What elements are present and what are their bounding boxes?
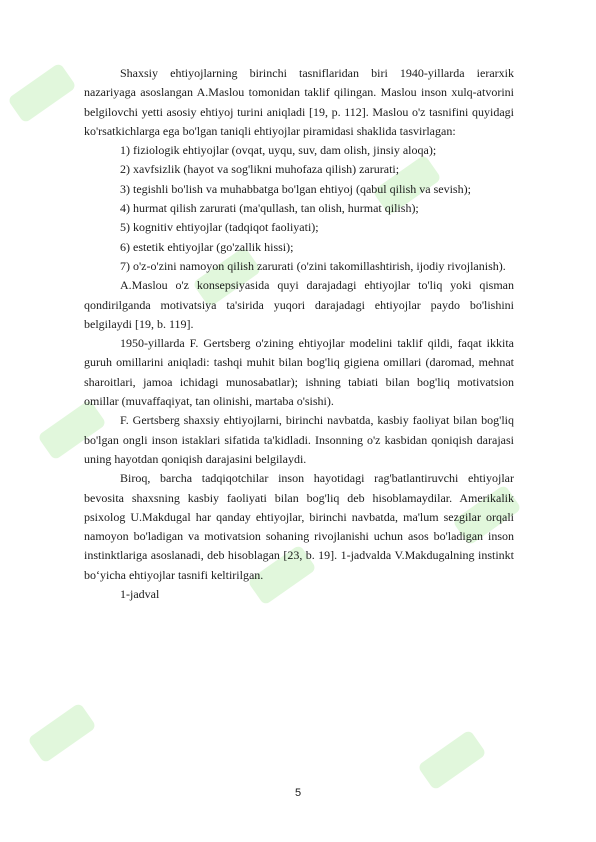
table-caption: 1-jadval (120, 587, 160, 602)
paragraph: Shaxsiy ehtiyojlarning birinchi tasniflaridan biri 1940-yillarda ierarxik nazariyaga asoslangan A.Maslou tomonidan taklif qilingan. Maslou inson xulq-atvorini belgilovchi yetti asosiy ehtiyoj turini aniqladi [19, p. 112]. Maslou o'z tasnifini quyidagi ko'rsatkichlarga ega bo'lgan taniqli ehtiyojlar piramidasi shaklida tasvirlagan: (84, 66, 514, 138)
watermark-logo (417, 729, 487, 790)
list-item: 7) o'z-o'zini namoyon qilish zarurati (o'zini takomillashtirish, ijodiy rivojlanish). (120, 258, 506, 273)
list-item: 4) hurmat qilish zarurati (ma'qullash, tan olish, hurmat qilish); (120, 201, 419, 216)
list-item: 3) tegishli bo'lish va muhabbatga bo'lgan ehtiyoj (qabul qilish va sevish); (120, 181, 471, 196)
watermark-logo (27, 702, 97, 763)
document-body (84, 64, 514, 604)
paragraph: Biroq, barcha tadqiqotchilar inson hayotidagi rag'batlantiruvchi ehtiyojlar bevosita shaxsning kasbiy faoliyati bilan bog'liq deb hisoblamaydilar. Amerikalik psixolog U.Makdugal har qanday ehtiyojlar, birinchi navbatda, ma'lum sezgilar orqali namoyon bo'ladigan va motivatsion sohaning rivojlanishi uchun asos bo'ladigan inson instinktlariga asoslanadi, deb hisoblagan [23, b. 19]. 1-jadvalda V.Makdugalning instinkt bo‘yicha ehtiyojlar tasnifi keltirilgan. (84, 471, 514, 582)
list-item: 5) kognitiv ehtiyojlar (tadqiqot faoliyati); (120, 220, 319, 235)
paragraph: A.Maslou o'z konsepsiyasida quyi darajadagi ehtiyojlar to'liq yoki qisman qondirilganda motivatsiya ta'sirida yuqori darajadagi ehtiyojlar paydo bo'lishini belgilaydi [19, b. 119]. (84, 278, 514, 331)
paragraph: F. Gertsberg shaxsiy ehtiyojlarni, birinchi navbatda, kasbiy faoliyat bilan bog'liq bo'lgan ongli inson istaklari sifatida ta'kidladi. Insonning o'z kasbidan qoniqish darajasi uning hayotdan qoniqish darajasini belgilaydi. (84, 413, 514, 466)
list-item: 2) xavfsizlik (hayot va sog'likni muhofaza qilish) zarurati; (120, 162, 400, 177)
watermark-logo (7, 62, 77, 123)
list-item: 1) fiziologik ehtiyojlar (ovqat, uyqu, suv, dam olish, jinsiy aloqa); (120, 143, 437, 158)
paragraph: 1950-yillarda F. Gertsberg o'zining ehtiyojlar modelini taklif qildi, faqat ikkita guruh omillarini aniqladi: tashqi muhit bilan bog'liq gigiena omillari (daromad, mehnat sharoitlari, jamoa ichidagi munosabatlar); ishning tabiati bilan bog'liq motivatsion omillar (muvaffaqiyat, tan olinishi, martaba o'sishi). (84, 336, 514, 409)
list-item: 6) estetik ehtiyojlar (go'zallik hissi); (120, 239, 294, 254)
page-number: 5 (294, 787, 302, 799)
